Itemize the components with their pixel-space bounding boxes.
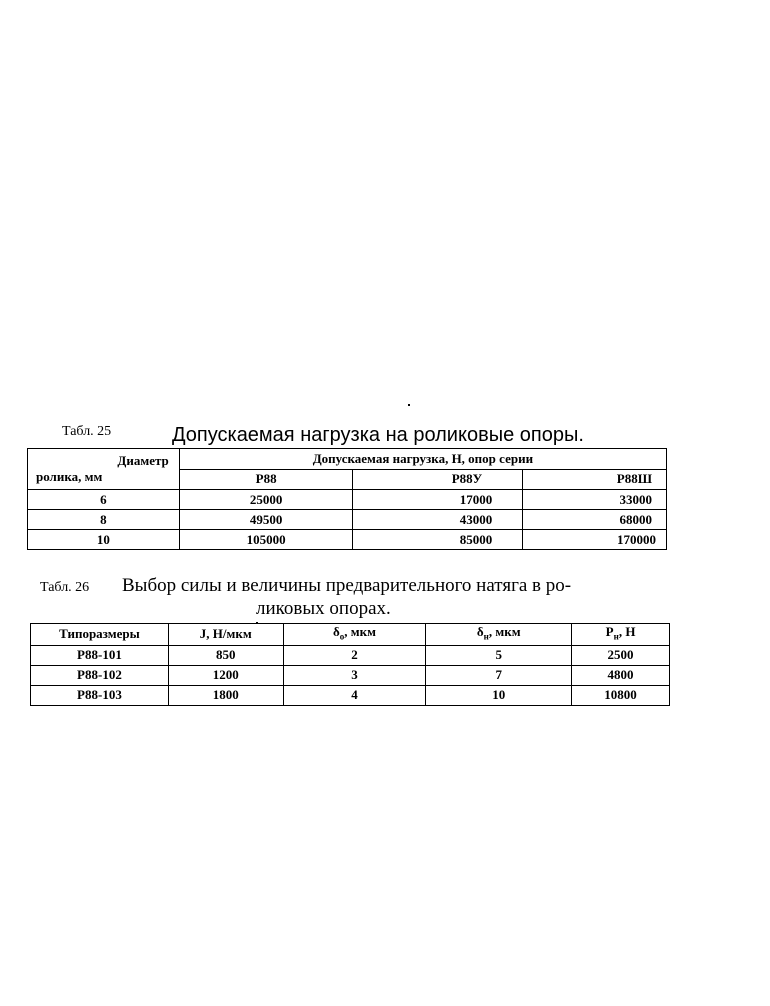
table-cell: 6 [28,490,180,510]
table26-title-line1: Выбор силы и величины предварительного натяга в ро- [122,575,572,596]
table-cell: 4 [283,685,426,705]
table26-label: Табл. 26 [40,580,90,595]
table-cell: Р88-102 [31,665,169,685]
table-cell: 10 [28,530,180,550]
table-cell: 105000 [179,530,353,550]
table-row [31,645,670,665]
table-cell: 49500 [179,510,353,530]
header-delta-o: $\delta_о$, мкм [283,624,426,646]
table-row [28,449,667,470]
table-cell: 10 [426,685,572,705]
table-cell: 33000 [523,490,667,510]
table26 [30,623,670,706]
table-cell: 43000 [353,510,523,530]
table-cell: Р88-101 [31,645,169,665]
table-row [28,490,667,510]
table-cell: 5 [426,645,572,665]
table-cell: 8 [28,510,180,530]
table-row [31,624,670,646]
header-p88u: Р88У [353,469,523,490]
table-cell: 10800 [572,685,670,705]
table-cell: Р88-103 [31,685,169,705]
header-stiffness: J, Н/мкм [168,624,283,646]
table-cell: 68000 [523,510,667,530]
table-cell: 850 [168,645,283,665]
table26-title-line2: ликовых опорах. [256,598,391,619]
diameter-header-line2: ролика, мм [36,469,103,484]
header-preload-force: $Р_н$, Н [572,624,670,646]
table-cell: 1200 [168,665,283,685]
table-row [28,510,667,530]
table-cell: 7 [426,665,572,685]
table-cell: 3 [283,665,426,685]
header-typesize: Типоразмеры [31,624,169,646]
table-row [28,530,667,550]
table-cell: 1800 [168,685,283,705]
table-cell: 2 [283,645,426,665]
diameter-header-line1: Диаметр [117,453,169,468]
table25 [27,448,667,550]
table25-label: Табл. 25 [62,424,112,439]
load-group-header: Допускаемая нагрузка, Н, опор серии [179,449,666,470]
table-cell: 2500 [572,645,670,665]
table-cell: 17000 [353,490,523,510]
diameter-header-cell [28,449,180,490]
table-cell: 85000 [353,530,523,550]
table-cell: 170000 [523,530,667,550]
header-p88: Р88 [179,469,353,490]
speck [408,404,410,406]
table-row [31,685,670,705]
header-p88sh: Р88Ш [523,469,667,490]
header-delta-n: $\delta_н$, мкм [426,624,572,646]
table-cell: 4800 [572,665,670,685]
table25-title: Допускаемая нагрузка на роликовые опоры. [172,424,584,446]
table-cell: 25000 [179,490,353,510]
table-row [31,665,670,685]
